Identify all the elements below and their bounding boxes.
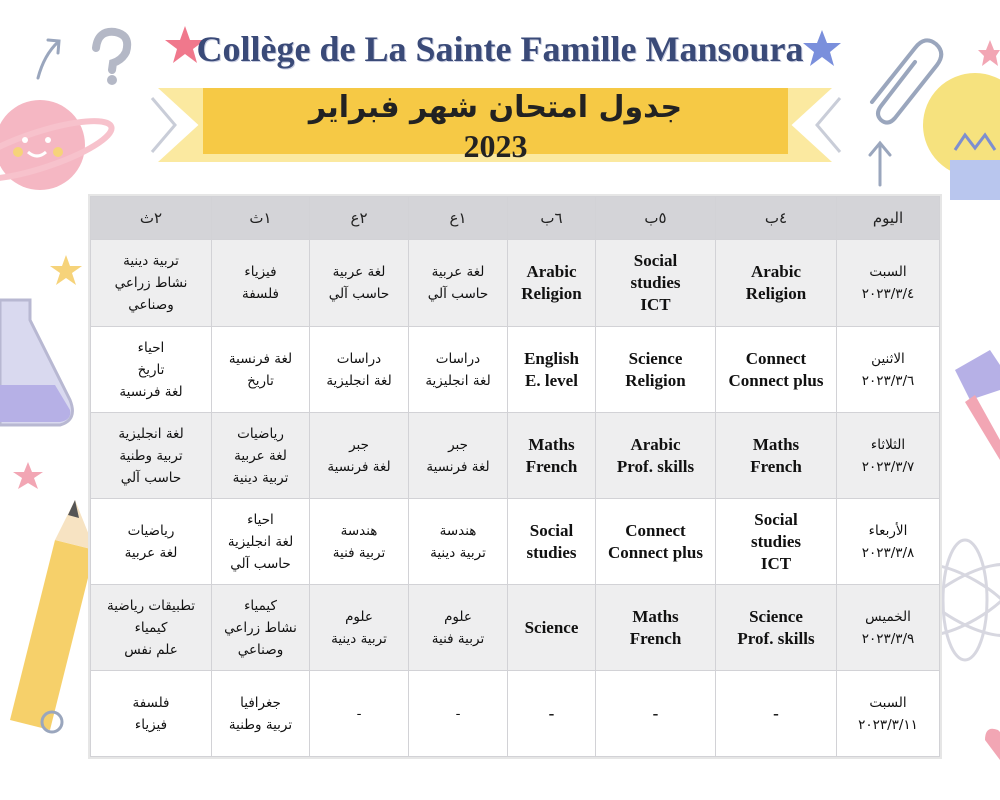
day-name: الثلاثاء	[870, 436, 906, 453]
subject-line: تربية وطنية	[228, 716, 293, 733]
subject-line: تربية فنية	[332, 544, 386, 561]
chevron-left-icon	[152, 98, 175, 152]
subject-line: تطبيقات رياضية	[106, 597, 196, 614]
subject-line: Arabic	[630, 434, 681, 454]
subject-line: كيمياء	[244, 597, 277, 614]
subject-line: Religion	[521, 284, 582, 303]
day-cell	[837, 585, 940, 671]
subject-line: studies	[750, 531, 802, 551]
column-header-2th: ٢ث	[91, 197, 212, 240]
subject-line: E. level	[525, 370, 578, 390]
subject-cell	[409, 413, 508, 499]
subject-line: علوم	[444, 608, 472, 625]
subject-cell	[91, 240, 212, 327]
table-row	[91, 585, 940, 671]
column-header-2e: ٢ع	[310, 197, 409, 240]
subject-line: لغة انجليزية	[425, 372, 491, 389]
column-header-5b: ٥ب	[596, 197, 716, 240]
subject-line: Science	[749, 606, 803, 626]
subject-line: وصناعي	[128, 297, 174, 313]
subject-line: تربية وطنية	[119, 447, 183, 464]
subject-line: لغة فرنسية	[327, 458, 391, 475]
planet-icon	[0, 100, 117, 190]
flask-icon	[0, 300, 72, 425]
subject-cell	[212, 499, 310, 585]
subject-cell	[212, 240, 310, 327]
subject-line: Connect	[745, 348, 807, 368]
subject-line: نشاط زراعي	[224, 619, 297, 636]
subject-cell	[409, 585, 508, 671]
subject-line: Maths	[752, 434, 800, 454]
brush-icon	[955, 350, 1000, 460]
table-row	[91, 499, 940, 585]
subject-cell	[508, 240, 596, 327]
subject-cell	[409, 671, 508, 757]
subject-line: French	[525, 456, 578, 476]
subject-line: -	[356, 705, 362, 722]
day-name: الخميس	[865, 608, 911, 625]
day-name: السبت	[869, 694, 907, 711]
subject-line: تربية دينية	[123, 253, 179, 269]
subject-cell	[596, 413, 716, 499]
subject-cell	[716, 585, 837, 671]
exam-schedule-table	[90, 196, 940, 757]
subject-cell	[716, 413, 837, 499]
day-name: السبت	[869, 264, 907, 280]
subject-line: Prof. skills	[737, 628, 815, 648]
star-icon	[50, 255, 82, 285]
exam-date: ٢٠٢٣/٣/٦	[861, 372, 915, 389]
day-name: الاثنين	[871, 350, 905, 367]
subject-line: studies	[526, 542, 577, 562]
subject-line: تربية دينية	[430, 544, 486, 561]
subject-cell	[596, 585, 716, 671]
subject-cell	[409, 499, 508, 585]
subject-line: Social	[529, 520, 574, 540]
column-header-1th: ١ث	[212, 197, 310, 240]
heart-icon	[985, 729, 1000, 760]
subject-line: Prof. skills	[616, 456, 695, 476]
subject-line: احياء	[137, 339, 165, 356]
subject-line: Maths	[528, 434, 575, 454]
subject-line: تربية فنية	[431, 630, 485, 647]
day-name: الأربعاء	[868, 522, 908, 539]
subject-cell	[212, 413, 310, 499]
subject-line: تربية دينية	[232, 469, 289, 486]
subject-line: لغة فرنسية	[119, 383, 183, 400]
subject-cell	[310, 499, 409, 585]
subject-line: لغة عربية	[234, 447, 287, 464]
subject-line: علوم	[345, 608, 373, 625]
day-cell	[837, 499, 940, 585]
subject-line: رياضيات	[237, 425, 284, 442]
subject-line: studies	[630, 273, 681, 292]
subject-line: رياضيات	[127, 522, 175, 539]
subject-line: لغة عربية	[124, 544, 178, 561]
subject-line: كيمياء	[134, 619, 168, 636]
subject-line: حاسب آلي	[427, 286, 489, 302]
exam-date: ٢٠٢٣/٣/٨	[861, 544, 915, 561]
subject-cell	[91, 671, 212, 757]
subject-line: دراسات	[435, 350, 481, 367]
subject-line: لغة انجليزية	[118, 425, 184, 442]
subject-cell	[310, 585, 409, 671]
subject-cell	[716, 499, 837, 585]
exam-year: 2023	[463, 128, 528, 164]
subject-line: حاسب آلي	[328, 286, 390, 302]
subject-cell	[596, 327, 716, 413]
star-icon	[13, 462, 43, 489]
subject-line: Arabic	[750, 262, 802, 281]
subject-line: تاريخ	[247, 372, 274, 389]
subject-line: Social	[754, 509, 798, 529]
subject-line: حاسب آلي	[120, 469, 182, 486]
subject-cell	[508, 499, 596, 585]
subject-line: ICT	[640, 295, 671, 314]
subject-line: فيزياء	[134, 716, 168, 733]
day-cell	[837, 240, 940, 327]
subject-cell	[310, 327, 409, 413]
table-row	[91, 413, 940, 499]
chevron-right-icon	[817, 98, 840, 152]
subject-line: هندسة	[439, 522, 477, 539]
subject-line: لغة عربية	[332, 264, 386, 280]
column-header-4b: ٤ب	[716, 197, 837, 240]
header-row	[91, 197, 940, 240]
subject-cell	[716, 240, 837, 327]
exam-date: ٢٠٢٣/٣/٧	[861, 458, 915, 475]
column-header-6b: ٦ب	[508, 197, 596, 240]
subject-cell	[596, 671, 716, 757]
subject-line: ICT	[760, 553, 792, 573]
table-row	[91, 671, 940, 757]
subject-line: هندسة	[340, 522, 378, 539]
exam-date: ٢٠٢٣/٣/٩	[861, 630, 915, 647]
subject-line: نشاط زراعي	[114, 275, 188, 291]
subject-line: English	[524, 348, 579, 368]
subject-cell	[716, 671, 837, 757]
pencil-icon	[10, 500, 95, 730]
subject-line: جبر	[349, 436, 369, 453]
subject-line: فلسفة	[132, 694, 170, 711]
subject-cell	[212, 327, 310, 413]
exam-date: ٢٠٢٣/٣/٤	[861, 286, 915, 302]
subject-line: لغة فرنسية	[228, 350, 293, 367]
subject-cell	[596, 499, 716, 585]
subject-cell	[91, 585, 212, 671]
subject-line: تاريخ	[137, 361, 165, 378]
subject-line: جغرافيا	[240, 694, 281, 711]
table-row	[91, 327, 940, 413]
subject-cell	[508, 327, 596, 413]
day-cell	[837, 327, 940, 413]
day-cell	[837, 671, 940, 757]
subject-line: احياء	[247, 511, 274, 528]
subject-cell	[508, 413, 596, 499]
subject-cell	[91, 499, 212, 585]
subject-cell	[596, 240, 716, 327]
subject-line: Connect plus	[728, 370, 824, 390]
subject-line: -	[773, 703, 779, 723]
subject-line: -	[548, 703, 555, 723]
subject-line: Connect	[625, 520, 686, 540]
column-header-day: اليوم	[837, 197, 940, 240]
subject-line: حاسب آلي	[230, 555, 291, 572]
subject-line: Connect plus	[608, 542, 703, 562]
column-header-1e: ١ع	[409, 197, 508, 240]
subject-line: وصناعي	[237, 641, 284, 658]
subject-line: Science	[524, 617, 579, 637]
subject-line: Social	[633, 251, 678, 270]
subject-line: Religion	[745, 284, 807, 303]
subject-cell	[91, 413, 212, 499]
subject-cell	[310, 413, 409, 499]
subject-line: لغة فرنسية	[426, 458, 490, 475]
subject-line: جبر	[448, 436, 468, 453]
subject-cell	[310, 671, 409, 757]
subject-cell	[508, 585, 596, 671]
exam-schedule-title: جدول امتحان شهر فبراير	[308, 90, 683, 125]
subject-line: فلسفة	[241, 286, 280, 302]
subject-line: -	[455, 705, 461, 722]
subject-cell	[310, 240, 409, 327]
day-cell	[837, 413, 940, 499]
subject-cell	[212, 671, 310, 757]
subject-line: لغة انجليزية	[326, 372, 392, 389]
subject-line: علم نفس	[124, 641, 178, 658]
subject-cell	[716, 327, 837, 413]
subject-line: تربية دينية	[331, 630, 387, 647]
up-arrow-icon	[870, 143, 890, 185]
subject-line: لغة عربية	[431, 264, 485, 280]
subject-line: Religion	[625, 370, 686, 390]
subject-line: Maths	[632, 606, 679, 626]
table-row	[91, 240, 940, 327]
subject-line: French	[750, 456, 802, 476]
subject-line: Science	[628, 348, 683, 368]
exam-date: ٢٠٢٣/٣/١١	[858, 716, 918, 733]
subject-cell	[212, 585, 310, 671]
subject-line: دراسات	[336, 350, 382, 367]
subject-line: فيزياء	[244, 264, 277, 280]
subject-cell	[91, 327, 212, 413]
subject-line: Arabic	[526, 262, 577, 281]
subject-cell	[409, 327, 508, 413]
subject-cell	[508, 671, 596, 757]
subject-line: لغة انجليزية	[227, 533, 294, 550]
lightbulb-icon	[923, 73, 1000, 200]
school-title: Collège de La Sainte Famille Mansoura	[196, 29, 804, 69]
subject-line: -	[652, 703, 659, 723]
subject-line: French	[629, 628, 682, 648]
subject-cell	[409, 240, 508, 327]
